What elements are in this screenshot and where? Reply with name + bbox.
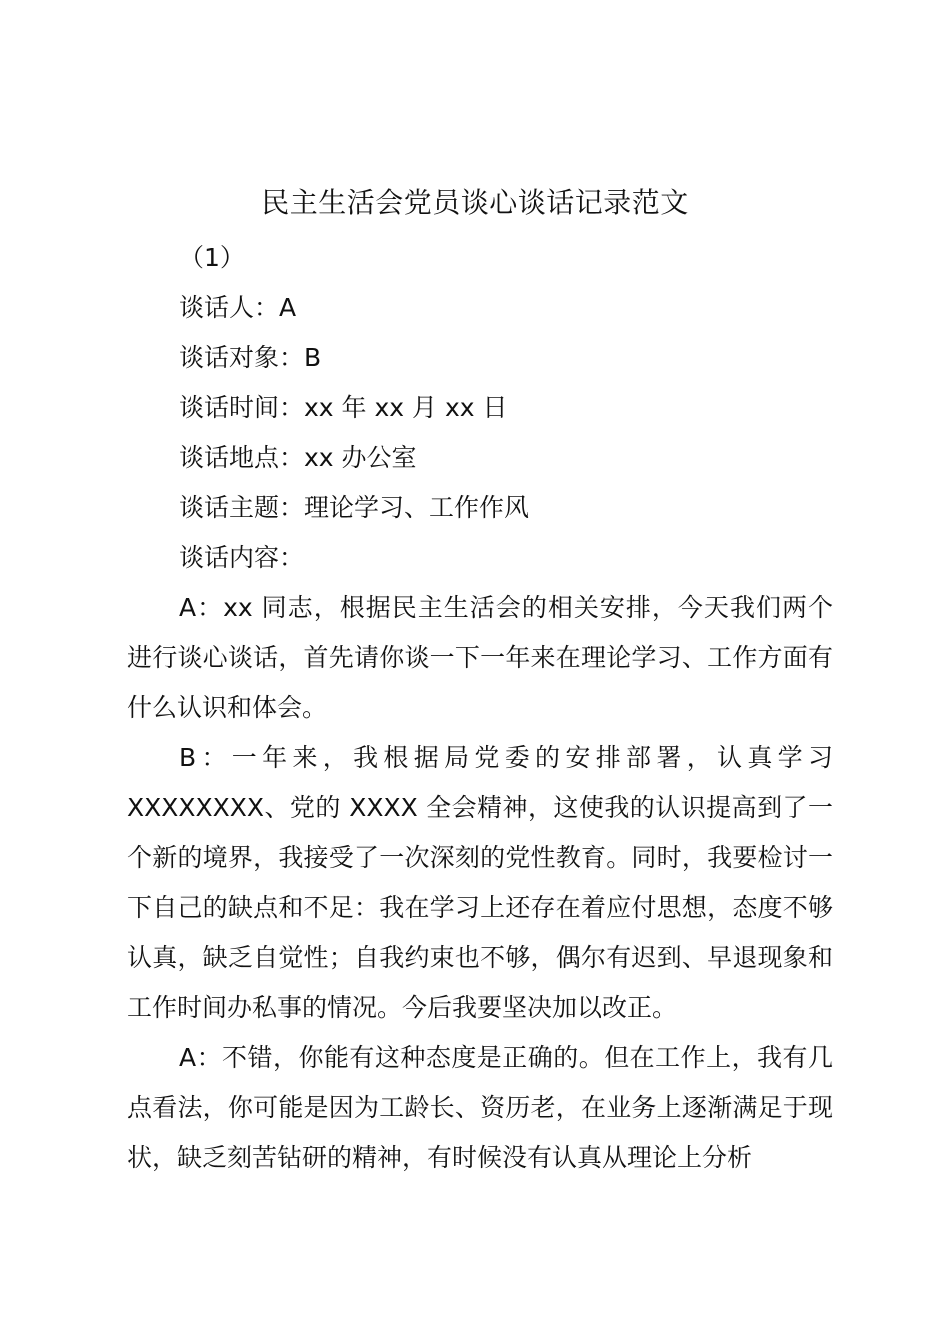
speaker-line: 谈话人：A: [179, 293, 297, 322]
section-number: （1）: [179, 243, 245, 272]
place-line: 谈话地点：xx 办公室: [179, 443, 417, 472]
document-body: [127, 233, 833, 1183]
paragraph-b-response: B：一年来，我根据局党委的安排部署，认真学习 XXXXXXXX、党的 XXXX 全会精神，这使我的认识提高到了一个新的境界，我接受了一次深刻的党性教育。同时，我要检讨一下自己的缺点和不足：我在学习上还存在着应付思想，态度不够认真，缺乏自觉性；自我约束也不够，偶尔有迟到、早退现象和工作时间办私事的情况。今后我要坚决加以改正。: [127, 743, 833, 1022]
time-line: 谈话时间：xx 年 xx 月 xx 日: [179, 393, 508, 422]
topic-line: 谈话主题：理论学习、工作作风: [179, 493, 530, 522]
document-title: 民主生活会党员谈心谈话记录范文: [261, 186, 689, 219]
content-label: 谈话内容：: [179, 543, 305, 572]
paragraph-a-opening: A：xx 同志，根据民主生活会的相关安排，今天我们两个进行谈心谈话，首先请你谈一下一年来在理论学习、工作方面有什么认识和体会。: [127, 593, 833, 722]
target-line: 谈话对象：B: [179, 343, 322, 372]
paragraph-a-feedback: A：不错，你能有这种态度是正确的。但在工作上，我有几点看法，你可能是因为工龄长、资历老，在业务上逐渐满足于现状，缺乏刻苦钻研的精神，有时候没有认真从理论上分析: [127, 1043, 833, 1172]
